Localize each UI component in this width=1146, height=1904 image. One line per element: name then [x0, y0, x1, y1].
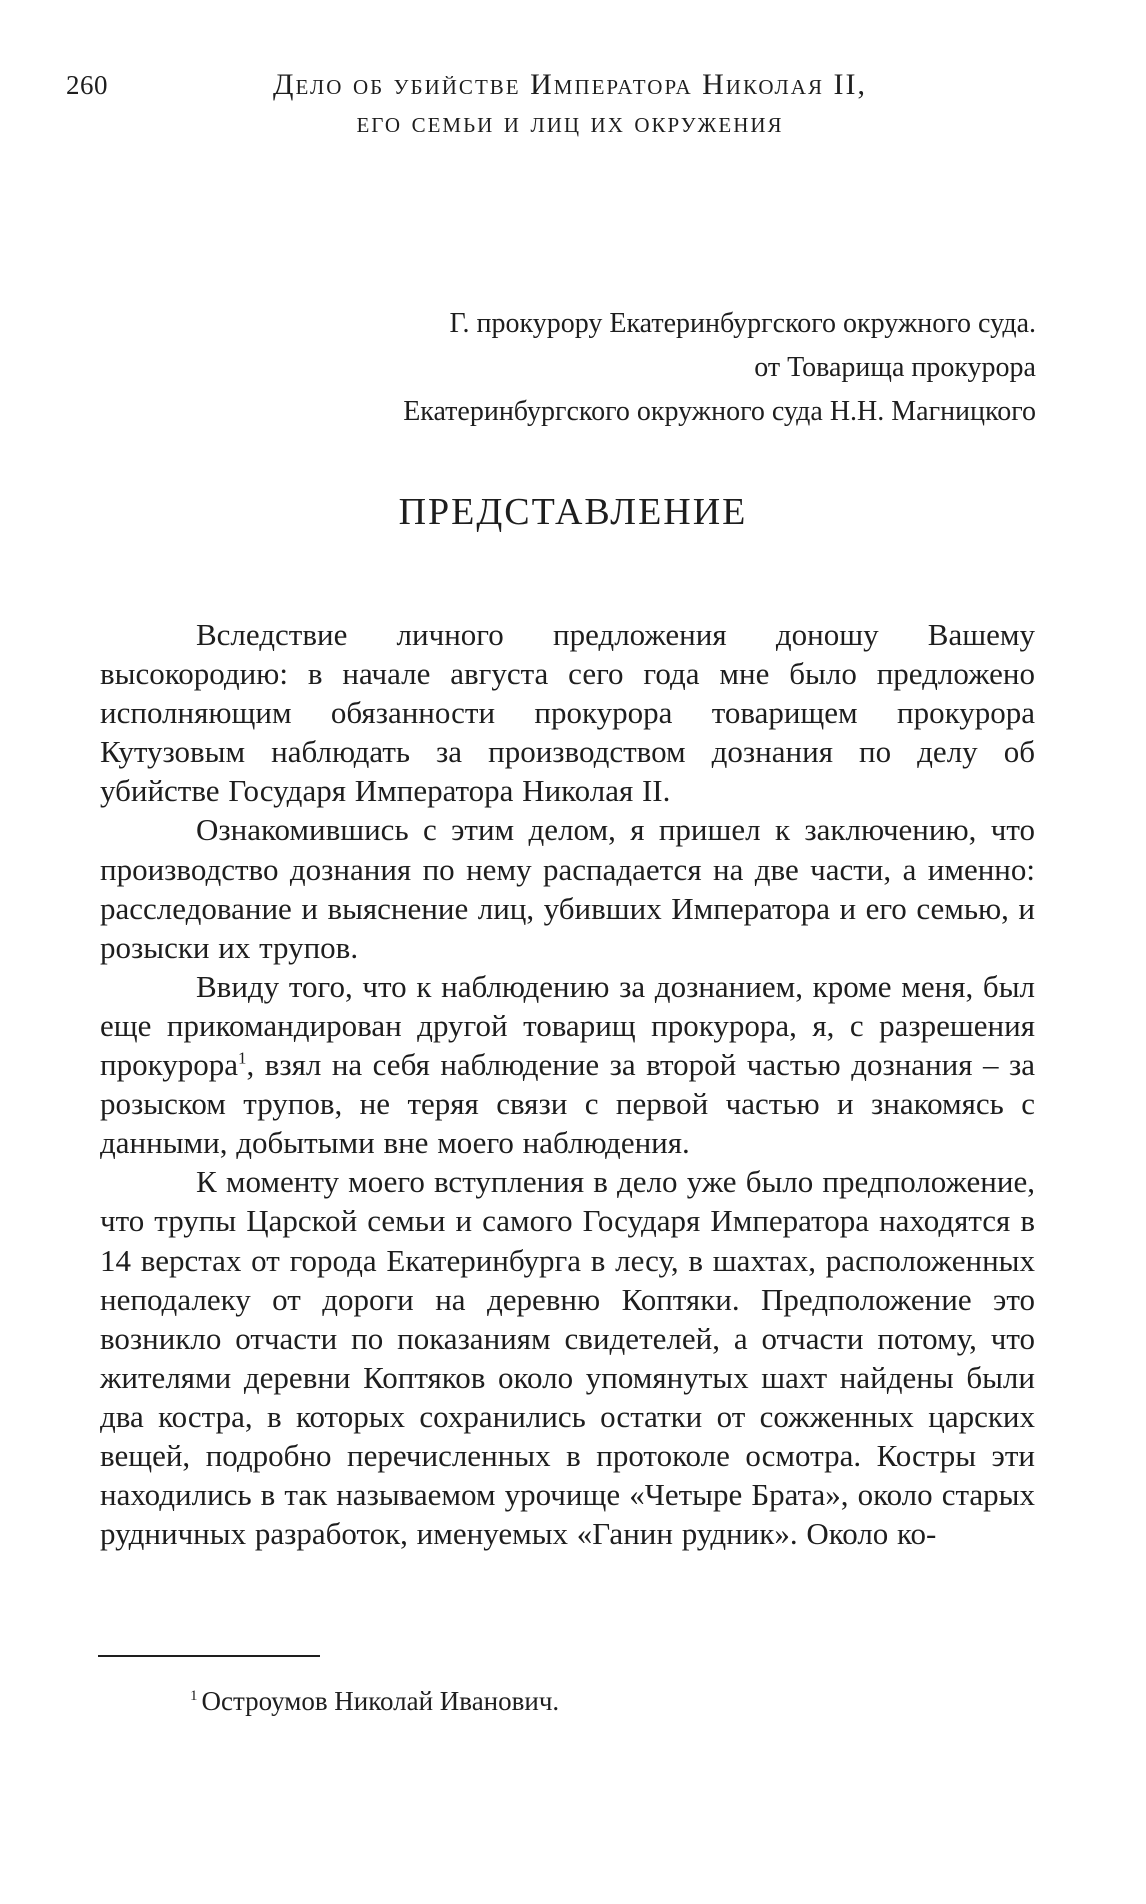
paragraph-3: [100, 967, 1035, 1162]
footnote-marker: 1: [190, 1688, 198, 1704]
addressee-line-3: Екатеринбургского окружного суда Н.Н. Магницкого: [403, 396, 1036, 427]
running-head-line-2: его семьи и лиц их окружения: [356, 106, 784, 139]
footnote-divider: [98, 1655, 320, 1657]
running-head-line-1: Дело об убийстве Императора Николая II,: [273, 68, 867, 101]
paragraph-1: Вследствие личного предложения доношу Вашему высокородию: в начале августа сего года мне было предложено исполняющим обязанности прокурора товарищем прокурора Кутузовым наблюдать за производством дознания по делу об убийстве Государя Императора Николая II.: [100, 617, 1035, 809]
paragraph-3-part-2: , взял на себя наблюдение за второй частью дознания – за розыском трупов, не теряя связи с первой частью и знакомясь с данными, добытыми вне моего наблюдения.: [100, 1047, 1035, 1161]
footnote: [190, 1686, 559, 1717]
paragraph-2: Ознакомившись с этим делом, я пришел к заключению, что производство дознания по нему распадается на две части, а именно: расследование и выяснение лиц, убивших Императора и его семью, и розыски их трупов.: [100, 812, 1035, 965]
paragraph-4: К моменту моего вступления в дело уже было предположение, что трупы Царской семьи и самого Государя Императора находятся в 14 верстах от города Екатеринбурга в лесу, в шахтах, расположенных неподалеку от дороги на деревню Коптяки. Предположение это возникло отчасти по показаниям свидетелей, а отчасти потому, что жителями деревни Коптяков около упомянутых шахт найдены были два костра, в которых сохранились остатки от сожженных царских вещей, подробно перечисленных в протоколе осмотра. Костры эти находились в так называемом урочище «Четыре Брата», около старых рудничных разработок, именуемых «Ганин рудник». Около ко-: [100, 1164, 1035, 1552]
addressee-block: [403, 302, 1036, 434]
footnote-reference: 1: [237, 1048, 247, 1068]
addressee-line-1: Г. прокурору Екатеринбургского окружного суда.: [449, 308, 1036, 339]
page-number: 260: [66, 70, 108, 100]
paragraph-3-part-1: Ввиду того, что к наблюдению за дознанием, кроме меня, был еще прикомандирован другой товарищ прокурора, я, с разрешения прокурора: [100, 968, 1035, 1083]
footnote-text: Остроумов Николай Иванович.: [201, 1686, 560, 1716]
running-head: [250, 66, 890, 142]
body-text: [100, 615, 1035, 1553]
addressee-line-2: от Товарища прокурора: [754, 352, 1036, 383]
document-title: ПРЕДСТАВЛЕНИЕ: [398, 491, 748, 533]
